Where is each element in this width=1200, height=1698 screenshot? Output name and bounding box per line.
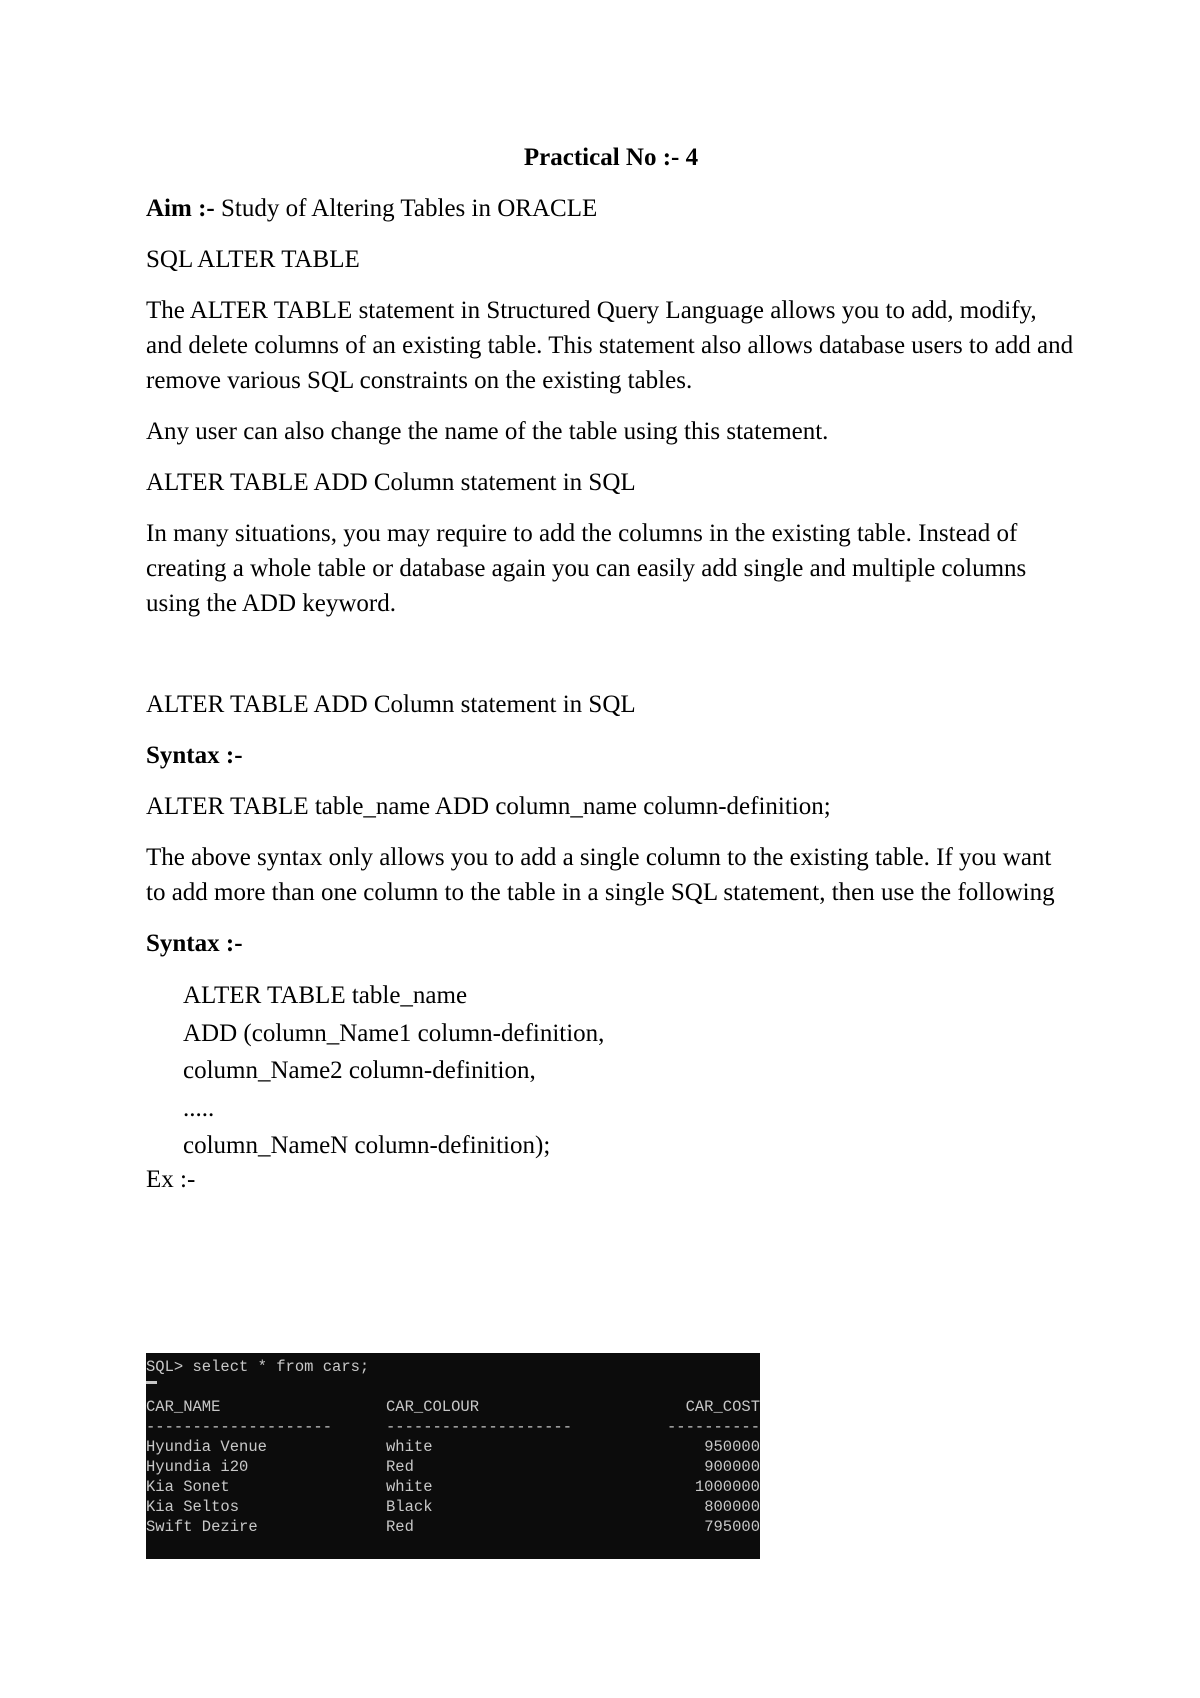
add-column-paragraph: In many situations, you may require to add the columns in the existing table. Instead of creating a whole table or database again you can easily add single and multiple columns using the ADD keyword. [146,520,1027,617]
car-cost-cell: 900000 [704,1458,760,1476]
example-label: Ex :- [146,1165,196,1193]
car-colour-cell: Red [386,1518,414,1536]
header-car-name: CAR_NAME [146,1398,221,1416]
car-cost-cell: 795000 [704,1518,760,1536]
table-row [146,1517,760,1537]
intro-paragraph: The ALTER TABLE statement in Structured Query Language allows you to add, modify, and delete columns of an existing table. This statement also allows database users to add and remove various SQL constraints on the existing tables. [146,297,1074,394]
cursor-icon [146,1381,157,1384]
car-name-cell: Swift Dezire [146,1518,258,1536]
separator: -------------------- [386,1418,573,1436]
car-name-cell: Hyundia i20 [146,1458,249,1476]
terminal-header-row [146,1397,760,1417]
header-car-colour: CAR_COLOUR [386,1398,480,1416]
table-row [146,1477,760,1497]
table-row [146,1497,760,1517]
terminal-cursor-line [146,1377,760,1397]
syntax-label-2-text: Syntax :- [146,930,243,957]
aim-line [146,191,1076,226]
separator: ---------- [666,1418,760,1436]
car-name-cell: Kia Seltos [146,1498,240,1516]
terminal-separator-row [146,1417,760,1437]
aim-text: Study of Altering Tables in ORACLE [214,195,598,222]
car-cost-cell: 950000 [704,1438,760,1456]
car-colour-cell: Black [386,1498,433,1516]
table-row [146,1457,760,1477]
syntax-line: ADD (column_Name1 column-definition, [183,1019,605,1047]
syntax-multi-column [183,977,1076,1165]
table-row [146,1437,760,1457]
syntax-label-2 [146,926,1076,961]
syntax-line: ALTER TABLE table_name [183,982,468,1009]
heading-add-column-repeat: ALTER TABLE ADD Column statement in SQL [146,691,636,718]
syntax-single-column: ALTER TABLE table_name ADD column_name column-definition; [146,793,831,820]
blank-spacer [146,637,1076,687]
car-colour-cell: white [386,1438,433,1456]
syntax-label-1 [146,738,1076,773]
heading-sql-alter-table: SQL ALTER TABLE [146,246,360,273]
syntax-label-1-text: Syntax :- [146,742,243,769]
syntax-line: column_Name2 column-definition, [183,1057,536,1084]
car-colour-cell: Red [386,1458,414,1476]
rename-paragraph: Any user can also change the name of the table using this statement. [146,418,829,445]
header-car-cost: CAR_COST [685,1398,760,1416]
aim-label: Aim :- [146,195,215,222]
car-cost-cell: 1000000 [694,1478,760,1496]
car-colour-cell: white [386,1478,433,1496]
terminal-command: SQL> select * from cars; [146,1358,370,1376]
sql-terminal-screenshot [146,1353,760,1559]
car-name-cell: Hyundia Venue [146,1438,267,1456]
syntax-line: ..... [183,1094,215,1122]
multi-column-paragraph: The above syntax only allows you to add a single column to the existing table. If you want to add more than one column to the table in a single SQL statement, then use the following [146,844,1055,906]
separator: -------------------- [146,1418,333,1436]
syntax-line: column_NameN column-definition); [183,1132,551,1159]
heading-add-column: ALTER TABLE ADD Column statement in SQL [146,469,636,496]
document-page [146,140,1076,1195]
car-cost-cell: 800000 [704,1498,760,1516]
car-name-cell: Kia Sonet [146,1478,230,1496]
page-title: Practical No :- 4 [523,144,699,171]
